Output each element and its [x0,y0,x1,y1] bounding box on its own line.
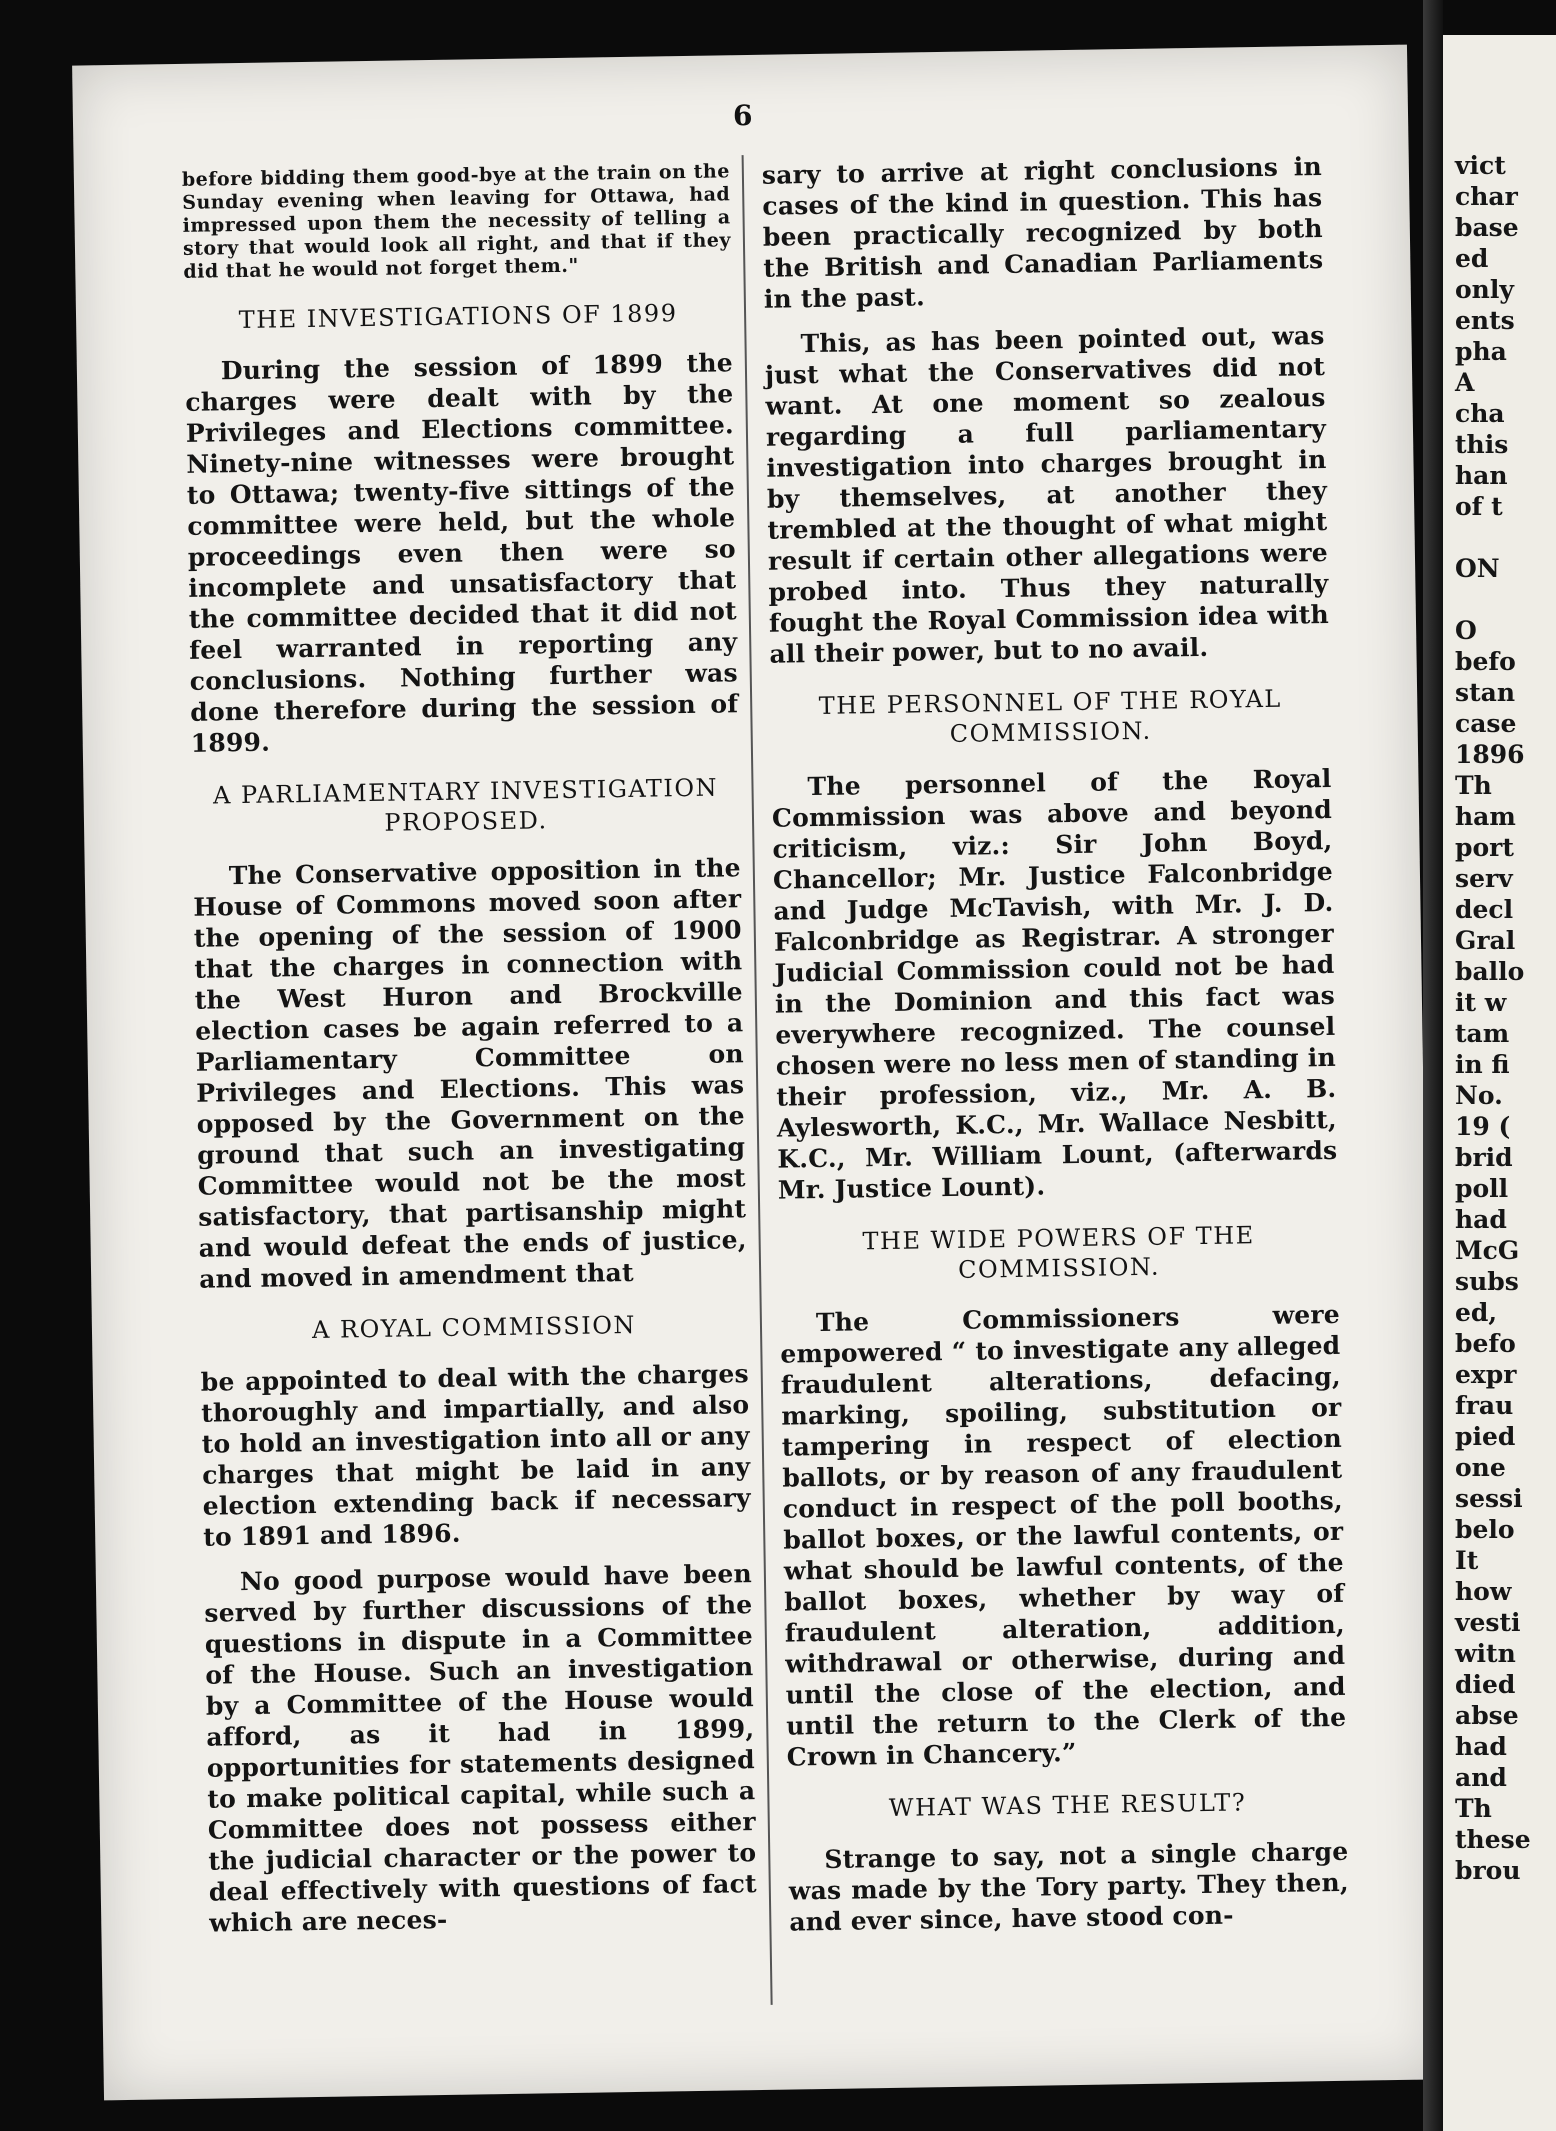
adjacent-page-line: McG [1455,1236,1520,1265]
section-heading: THE WIDE POWERS OF THE COMMISSION. [862,1221,1255,1284]
adjacent-page-line: vict [1455,151,1506,180]
adjacent-page-line: ballo [1455,957,1525,986]
adjacent-page-line: tam [1455,1019,1510,1048]
adjacent-page-line: Th [1455,771,1492,800]
adjacent-page-line: stan [1455,678,1515,707]
adjacent-page-line: in fi [1455,1050,1510,1079]
paragraph: before bidding them good-bye at the train on the Sunday evening when leaving for Ottawa, had impressed upon them the necessity of telling a story that would look all right, and that if they did that he would not forget them." [181,160,732,283]
adjacent-page-line: brid [1455,1143,1513,1172]
paragraph: The Conservative opposition in the House of Commons moved soon after the opening of the session of 1900 that the charges in connection with the West Huron and Brockville election cases be again referred to a Parliamentary Committee on Privileges and Elections. This was opposed by the Government on the ground that such an investigating Committee would not be the most satisfactory, that partisanship might and would defeat the ends of justice, and moved in amendment that [193,853,747,1294]
paragraph: The Commissioners were empowered “ to investigate any alleged fraudulent alterations, defacing, marking, spoiling, substitution or tampering in respect of election ballots, or by reason of any fraudulent conduct in respect of the poll booths, ballot boxes, or the lawful contents, or what should be lawful contents, of the ballot boxes, whether by way of fraudulent alteration, addition, withdrawal or otherwise, during and until the close of the election, and until the return to the Clerk of the Crown in Chancery.” [780,1299,1347,1772]
page-number: 6 [732,98,753,133]
adjacent-page-line: decl [1455,895,1514,924]
section-heading: THE PERSONNEL OF THE ROYAL COMMISSION. [818,684,1282,748]
adjacent-page-line: it w [1455,988,1507,1017]
adjacent-page-line: died [1455,1670,1516,1699]
section-heading: A PARLIAMENTARY INVESTIGATION PROPOSED. [212,773,719,837]
adjacent-page-line: frau [1455,1391,1514,1420]
document-page [72,45,1439,2101]
left-column [182,160,758,1952]
adjacent-page-line: poll [1455,1174,1509,1203]
adjacent-page-line: ed [1455,244,1489,273]
paragraph: Strange to say, not a single charge was made by the Tory party. They then, and ever since, have stood con- [788,1836,1350,1937]
paragraph: be appointed to deal with the charges thoroughly and impartially, and also to hold an investigation into all or any charges that might be laid in any election extending back if necessary to 1891 and 1896. [200,1359,751,1552]
middle-column [762,151,1350,1952]
adjacent-page-line: only [1455,275,1514,304]
adjacent-page-line: 19 ( [1455,1112,1511,1141]
adjacent-page-line: these [1455,1825,1531,1854]
adjacent-page-line: cha [1455,399,1505,428]
adjacent-page-line: befo [1455,1329,1516,1358]
adjacent-page-line: brou [1455,1856,1521,1885]
adjacent-page-line: serv [1455,864,1513,893]
adjacent-page-line: ed, [1455,1298,1498,1327]
adjacent-page-line: char [1455,182,1518,211]
adjacent-page-line: expr [1455,1360,1517,1389]
adjacent-page-line: subs [1455,1267,1519,1296]
adjacent-page-line: O [1455,616,1477,645]
adjacent-page-line: one [1455,1453,1506,1482]
adjacent-page-line: sessi [1455,1484,1523,1513]
adjacent-page-line: belo [1455,1515,1515,1544]
adjacent-page-line: this [1455,430,1509,459]
paragraph: No good purpose would have been served by further discussions of the questions in dispute in a Committee of the House. Such an investigation by a Committee of the House would afford, as it had in 1899, opportunities for statements designed to make political capital, while such a Committee does not possess either the judicial character or the power to deal effectively with questions of fact which are neces- [204,1559,757,1938]
adjacent-page-line: No. [1455,1081,1503,1110]
adjacent-page-line: case [1455,709,1517,738]
adjacent-page-line: befo [1455,647,1516,676]
adjacent-page-line [1455,522,1531,553]
adjacent-page-line: port [1455,833,1514,862]
adjacent-page-line: had [1455,1732,1507,1761]
book-spine [1423,0,1443,2131]
adjacent-page-line: abse [1455,1701,1519,1730]
adjacent-page-line: pied [1455,1422,1516,1451]
adjacent-page-fragment [1443,35,1556,2131]
section-heading: A ROYAL COMMISSION [311,1310,637,1344]
adjacent-page-line: ham [1455,802,1516,831]
adjacent-page-line: of t [1455,492,1503,521]
adjacent-page-line: witn [1455,1639,1516,1668]
adjacent-page-line: It [1455,1546,1479,1575]
adjacent-page-line: Th [1455,1794,1492,1823]
section-heading: THE INVESTIGATIONS OF 1899 [238,299,678,335]
adjacent-page-line: Gral [1455,926,1516,955]
adjacent-page-line: ents [1455,306,1515,335]
paragraph: During the session of 1899 the charges were dealt with by the Privileges and Elections committee. Ninety-nine witnesses were brought to Ottawa; twenty-five sittings of the committee were held, but the whole proceedings even then were so incomplete and unsatisfactory that the committee decided that it did not feel warranted in reporting any conclusions. Nothing further was done therefore during the session of 1899. [185,348,739,758]
adjacent-page-line: and [1455,1763,1507,1792]
section-heading: WHAT WAS THE RESULT? [888,1788,1247,1822]
adjacent-page-line: han [1455,461,1508,490]
adjacent-page-text [1455,150,1531,1886]
paragraph: The personnel of the Royal Commission was above and beyond criticism, viz.: Sir John Boyd, Chancellor; Mr. Justice Falconbridge and Judge McTavish, with Mr. J. D. Falconbridge as Registrar. A stronger Judicial Commission could not be had in the Dominion and this fact was everywhere recognized. The counsel chosen were no less men of standing in their profession, viz., Mr. A. B. Aylesworth, K.C., Mr. Wallace Nesbitt, K.C., Mr. William Lount, (afterwards Mr. Justice Lount). [771,763,1338,1205]
paragraph: This, as has been pointed out, was just what the Conservatives did not want. At one moment so zealous regarding a full parliamentary investigation into charges brought in by themselves, at another they trembled at the thought of what might result if certain other allegations were probed into. Thus they naturally fought the Royal Commission idea with all their power, but to no avail. [764,320,1330,669]
adjacent-page-line: base [1455,213,1519,242]
adjacent-page-line: ON [1455,554,1500,583]
adjacent-page-line: vesti [1455,1608,1521,1637]
adjacent-page-line: pha [1455,337,1507,366]
adjacent-page-line: how [1455,1577,1512,1606]
adjacent-page-line: 1896 [1455,740,1525,769]
paragraph: sary to arrive at right conclusions in cases of the kind in question. This has been practically recognized by both the British and Canadian Parliaments in the past. [761,151,1324,314]
adjacent-page-line: A [1455,368,1475,397]
adjacent-page-line [1455,584,1531,615]
adjacent-page-line: had [1455,1205,1507,1234]
